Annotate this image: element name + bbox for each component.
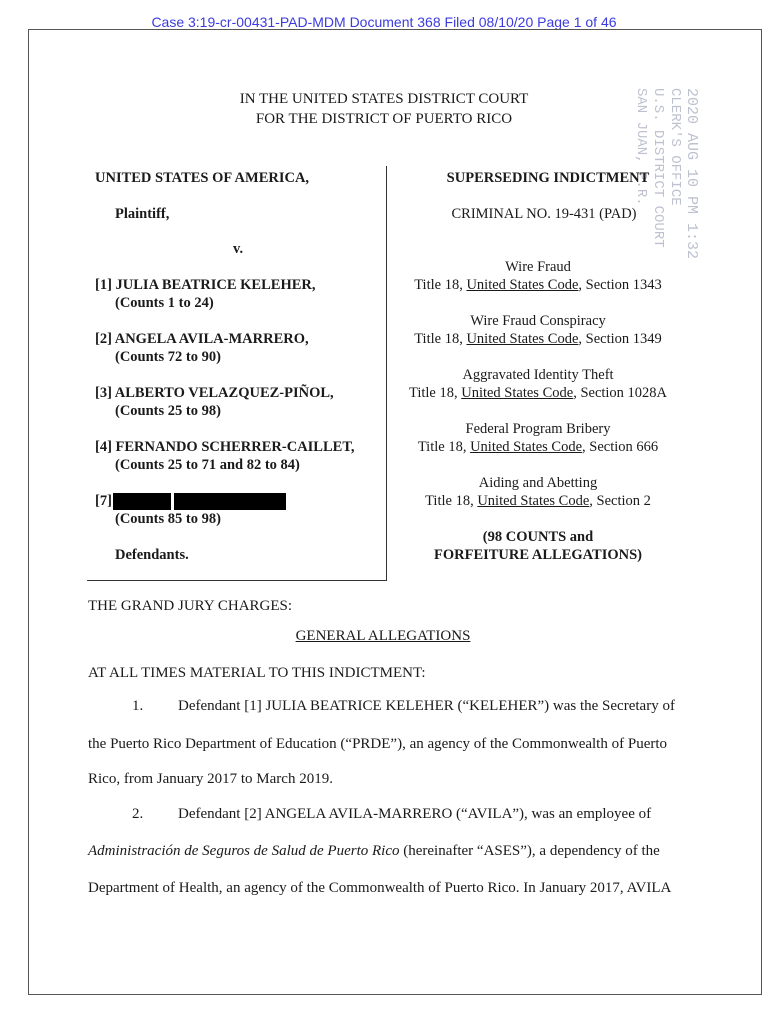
- material-times: AT ALL TIMES MATERIAL TO THIS INDICTMENT:: [88, 665, 426, 681]
- charge-4-code: United States Code: [470, 439, 583, 455]
- plaintiff-role: Plaintiff,: [115, 206, 170, 222]
- versus: v.: [233, 241, 244, 257]
- redaction-block-2: [174, 493, 286, 510]
- paragraph-2-line-3: Department of Health, an agency of the Commonwealth of Puerto Rico. In January 2017, AVILA: [88, 880, 672, 896]
- charge-5-section: , Section 2: [589, 493, 651, 509]
- defendant-7-number: [7]: [95, 493, 112, 509]
- charge-5-name: Aiding and Abetting: [478, 475, 598, 491]
- defendant-2-counts: (Counts 72 to 90): [115, 349, 221, 365]
- charge-5-statute: [388, 493, 688, 510]
- defendant-7-row: [95, 493, 286, 510]
- paragraph-1-line-1: Defendant [1] JULIA BEATRICE KELEHER (“KELEHER”) was the Secretary of: [178, 698, 675, 714]
- charge-5-code: United States Code: [477, 493, 590, 509]
- grand-jury-charges: THE GRAND JURY CHARGES:: [88, 598, 293, 614]
- stamp-line-4: SAN JUAN, P.R.: [633, 88, 649, 206]
- stamp-line-3: U.S. DISTRICT COURT: [650, 88, 666, 248]
- charge-2-section: , Section 1349: [578, 331, 662, 347]
- paragraph-1-line-2: the Puerto Rico Department of Education (“PRDE”), an agency of the Commonwealth of Puerto: [88, 736, 668, 752]
- paragraph-2-number: 2.: [132, 806, 144, 822]
- charge-4-name: Federal Program Bribery: [465, 421, 611, 437]
- court-line-1: IN THE UNITED STATES DISTRICT COURT: [239, 91, 529, 107]
- filing-header: Case 3:19-cr-00431-PAD-MDM Document 368 Filed 08/10/20 Page 1 of 46: [151, 14, 617, 30]
- counts-summary-line-1: (98 COUNTS and: [482, 529, 594, 545]
- charge-4-title: Title 18,: [417, 439, 467, 455]
- charge-1-code: United States Code: [466, 277, 579, 293]
- charge-2-title: Title 18,: [414, 331, 463, 347]
- charge-3-name: Aggravated Identity Theft: [462, 367, 614, 383]
- defendant-4-counts: (Counts 25 to 71 and 82 to 84): [115, 457, 300, 473]
- charge-4-section: , Section 666: [582, 439, 659, 455]
- redaction-block-1: [113, 493, 171, 510]
- defendant-3-name: [3] ALBERTO VELAZQUEZ-PIÑOL,: [95, 385, 334, 401]
- stamp-line-2: CLERK'S OFFICE: [667, 88, 683, 206]
- charge-1-name: Wire Fraud: [505, 259, 571, 275]
- charge-4-statute: [388, 439, 688, 456]
- caption-divider-horizontal: [87, 580, 387, 581]
- stamp-date: 2020 AUG 10 PM 1:32: [683, 88, 700, 260]
- charge-3-code: United States Code: [461, 385, 574, 401]
- paragraph-1-number: 1.: [132, 698, 144, 714]
- charge-3-section: , Section 1028A: [573, 385, 668, 401]
- charge-2-code: United States Code: [466, 331, 579, 347]
- defendant-2-name: [2] ANGELA AVILA-MARRERO,: [95, 331, 309, 347]
- charge-3-title: Title 18,: [408, 385, 458, 401]
- charge-1-statute: [388, 277, 688, 294]
- paragraph-1-line-3: Rico, from January 2017 to March 2019.: [88, 771, 333, 787]
- general-allegations-heading: GENERAL ALLEGATIONS: [295, 628, 471, 644]
- paragraph-2-line-2: [88, 843, 660, 860]
- court-line-2: FOR THE DISTRICT OF PUERTO RICO: [255, 111, 513, 127]
- charge-2-name: Wire Fraud Conspiracy: [470, 313, 606, 329]
- ases-spanish-name: Administración de Seguros de Salud de Puerto Rico: [88, 843, 400, 859]
- charge-1-section: , Section 1343: [578, 277, 662, 293]
- defendant-4-name: [4] FERNANDO SCHERRER-CAILLET,: [95, 439, 355, 455]
- criminal-number: CRIMINAL NO. 19-431 (PAD): [451, 206, 637, 222]
- defendants-label: Defendants.: [115, 547, 189, 563]
- defendant-1-name: [1] JULIA BEATRICE KELEHER,: [95, 277, 316, 293]
- caption-divider-vertical: [386, 166, 387, 580]
- defendant-7-counts: (Counts 85 to 98): [115, 511, 221, 527]
- charge-3-statute: [388, 385, 688, 402]
- charge-5-title: Title 18,: [425, 493, 474, 509]
- paragraph-2-line-2-rest: (hereinafter “ASES”), a dependency of the: [399, 843, 660, 859]
- paragraph-2-line-1: Defendant [2] ANGELA AVILA-MARRERO (“AVILA”), was an employee of: [178, 806, 652, 822]
- defendant-3-counts: (Counts 25 to 98): [115, 403, 221, 419]
- indictment-title: SUPERSEDING INDICTMENT: [446, 170, 650, 186]
- charge-2-statute: [388, 331, 688, 348]
- defendant-1-counts: (Counts 1 to 24): [115, 295, 214, 311]
- charge-1-title: Title 18,: [414, 277, 463, 293]
- plaintiff-name: UNITED STATES OF AMERICA,: [95, 170, 310, 186]
- counts-summary-line-2: FORFEITURE ALLEGATIONS): [433, 547, 642, 563]
